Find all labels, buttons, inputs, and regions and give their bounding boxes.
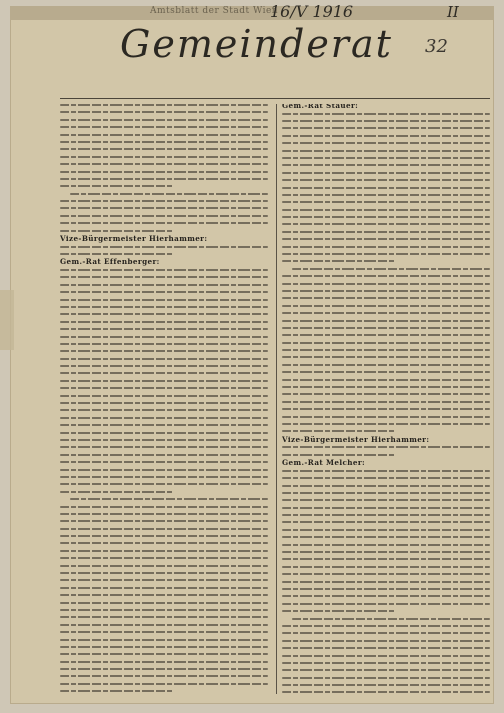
text-line bbox=[282, 201, 490, 203]
text-line bbox=[60, 513, 268, 515]
text-line bbox=[282, 655, 490, 657]
article-body bbox=[60, 104, 490, 694]
text-line bbox=[70, 193, 268, 195]
text-line bbox=[60, 528, 268, 530]
text-line bbox=[282, 416, 490, 418]
text-line bbox=[60, 542, 268, 544]
text-line bbox=[60, 424, 268, 426]
text-line bbox=[60, 306, 268, 308]
text-line bbox=[60, 269, 268, 271]
text-line bbox=[282, 150, 490, 152]
text-line bbox=[282, 507, 490, 509]
text-line bbox=[282, 305, 490, 307]
text-line bbox=[60, 631, 268, 633]
text-line bbox=[60, 171, 268, 173]
text-line bbox=[282, 320, 490, 322]
right-column bbox=[282, 104, 490, 694]
text-line bbox=[282, 581, 490, 583]
text-line bbox=[60, 215, 268, 217]
speaker-heading: Vize-Bürgermeister Hierhammer: bbox=[282, 434, 430, 444]
text-line bbox=[282, 246, 490, 248]
speaker-heading: Gem.-Rat Effenberger: bbox=[60, 257, 160, 267]
text-line bbox=[282, 223, 490, 225]
text-line bbox=[60, 395, 268, 397]
text-line bbox=[60, 653, 268, 655]
top-rule bbox=[60, 98, 490, 99]
text-line bbox=[282, 625, 490, 627]
text-line bbox=[282, 312, 490, 314]
text-line bbox=[60, 134, 268, 136]
text-line bbox=[60, 246, 268, 248]
text-line bbox=[282, 662, 490, 664]
text-line bbox=[60, 350, 268, 352]
text-line bbox=[282, 492, 490, 494]
text-line bbox=[60, 336, 268, 338]
text-line bbox=[282, 499, 490, 501]
text-line bbox=[60, 557, 268, 559]
text-line bbox=[60, 387, 268, 389]
text-line bbox=[282, 521, 490, 523]
text-line bbox=[282, 566, 490, 568]
text-line bbox=[282, 238, 490, 240]
text-line bbox=[282, 454, 396, 456]
text-line bbox=[60, 646, 268, 648]
text-line bbox=[60, 380, 268, 382]
text-line bbox=[282, 640, 490, 642]
text-line bbox=[282, 216, 490, 218]
text-line bbox=[282, 610, 396, 612]
handwritten-page-number: II bbox=[447, 3, 459, 21]
text-line bbox=[60, 483, 268, 485]
text-line bbox=[282, 573, 490, 575]
speaker-heading: Vize-Bürgermeister Hierhammer: bbox=[60, 234, 208, 244]
text-line bbox=[282, 342, 490, 344]
text-line bbox=[60, 446, 268, 448]
text-line bbox=[70, 498, 268, 500]
text-line bbox=[282, 647, 490, 649]
text-line bbox=[60, 372, 268, 374]
text-line bbox=[282, 164, 490, 166]
tape-mark bbox=[0, 290, 14, 350]
text-line bbox=[60, 230, 174, 232]
text-line bbox=[282, 677, 490, 679]
text-line bbox=[282, 401, 490, 403]
text-line bbox=[60, 156, 268, 158]
text-line bbox=[292, 268, 490, 270]
text-line bbox=[282, 691, 490, 693]
text-line bbox=[282, 529, 490, 531]
text-line bbox=[60, 587, 268, 589]
text-line bbox=[60, 476, 268, 478]
text-line bbox=[282, 253, 490, 255]
text-line bbox=[60, 178, 268, 180]
text-line bbox=[282, 135, 490, 137]
text-line bbox=[60, 506, 268, 508]
text-line bbox=[60, 565, 268, 567]
text-line bbox=[60, 253, 174, 255]
text-line bbox=[282, 327, 490, 329]
text-line bbox=[282, 157, 490, 159]
text-line bbox=[282, 371, 490, 373]
text-line bbox=[60, 291, 268, 293]
text-line bbox=[60, 609, 268, 611]
text-line bbox=[282, 172, 490, 174]
text-line bbox=[60, 299, 268, 301]
text-line bbox=[282, 356, 490, 358]
text-line bbox=[282, 393, 490, 395]
text-line bbox=[282, 120, 490, 122]
text-line bbox=[282, 334, 490, 336]
text-line bbox=[282, 127, 490, 129]
text-line bbox=[282, 477, 490, 479]
text-line bbox=[282, 603, 490, 605]
text-line bbox=[60, 683, 268, 685]
left-column bbox=[60, 104, 268, 694]
text-line bbox=[60, 343, 268, 345]
text-line bbox=[60, 409, 268, 411]
text-line bbox=[60, 148, 268, 150]
text-line bbox=[282, 290, 490, 292]
handwritten-title: Gemeinderat bbox=[120, 22, 393, 66]
handwritten-archive-number: 32 bbox=[425, 36, 448, 57]
text-line bbox=[282, 194, 490, 196]
text-line bbox=[60, 402, 268, 404]
text-line bbox=[282, 113, 490, 115]
text-line bbox=[282, 470, 490, 472]
text-line bbox=[60, 535, 268, 537]
text-line bbox=[282, 632, 490, 634]
text-line bbox=[282, 209, 490, 211]
speaker-heading: Gem.-Rat Stauer: bbox=[282, 104, 359, 110]
text-line bbox=[60, 675, 268, 677]
text-line bbox=[60, 200, 268, 202]
text-line bbox=[282, 297, 490, 299]
text-line bbox=[282, 142, 490, 144]
text-line bbox=[60, 461, 268, 463]
text-line bbox=[282, 349, 490, 351]
text-line bbox=[60, 284, 268, 286]
text-line bbox=[60, 639, 268, 641]
text-line bbox=[282, 260, 396, 262]
text-line bbox=[60, 126, 268, 128]
text-line bbox=[60, 661, 268, 663]
text-line bbox=[60, 616, 268, 618]
text-line bbox=[60, 358, 268, 360]
text-line bbox=[282, 544, 490, 546]
text-line bbox=[282, 595, 490, 597]
text-line bbox=[60, 119, 268, 121]
text-line bbox=[60, 163, 268, 165]
text-line bbox=[282, 558, 490, 560]
text-line bbox=[282, 179, 490, 181]
text-line bbox=[282, 536, 490, 538]
text-line bbox=[60, 185, 174, 187]
text-line bbox=[60, 141, 268, 143]
text-line bbox=[282, 588, 490, 590]
text-line bbox=[282, 485, 490, 487]
text-line bbox=[60, 111, 268, 113]
text-line bbox=[282, 446, 490, 448]
text-line bbox=[60, 328, 268, 330]
text-line bbox=[60, 572, 268, 574]
text-line bbox=[282, 187, 490, 189]
text-line bbox=[282, 423, 490, 425]
text-line bbox=[60, 550, 268, 552]
text-line bbox=[60, 594, 268, 596]
text-line bbox=[60, 624, 268, 626]
text-line bbox=[60, 469, 268, 471]
handwritten-date: 16/V 1916 bbox=[270, 2, 354, 21]
text-line bbox=[60, 313, 268, 315]
text-line bbox=[60, 690, 174, 692]
text-line bbox=[60, 579, 268, 581]
text-line bbox=[282, 283, 490, 285]
text-line bbox=[282, 364, 490, 366]
text-line bbox=[60, 104, 268, 106]
text-line bbox=[282, 408, 490, 410]
text-line bbox=[60, 602, 268, 604]
text-line bbox=[60, 454, 268, 456]
text-line bbox=[282, 275, 490, 277]
text-line bbox=[282, 231, 490, 233]
text-line bbox=[282, 386, 490, 388]
speaker-heading: Gem.-Rat Melcher: bbox=[282, 458, 366, 468]
text-line bbox=[282, 514, 490, 516]
text-line bbox=[60, 365, 268, 367]
text-line bbox=[60, 222, 268, 224]
text-line bbox=[60, 668, 268, 670]
text-line bbox=[282, 669, 490, 671]
text-line bbox=[60, 432, 268, 434]
text-line bbox=[282, 430, 396, 432]
text-line bbox=[60, 491, 174, 493]
text-line bbox=[60, 417, 268, 419]
text-line bbox=[60, 276, 268, 278]
text-line bbox=[60, 439, 268, 441]
masthead: Amtsblatt der Stadt Wien bbox=[150, 6, 279, 16]
text-line bbox=[60, 207, 268, 209]
text-line bbox=[60, 520, 268, 522]
text-line bbox=[282, 684, 490, 686]
text-line bbox=[60, 321, 268, 323]
text-line bbox=[282, 551, 490, 553]
text-line bbox=[282, 379, 490, 381]
text-line bbox=[292, 618, 490, 620]
